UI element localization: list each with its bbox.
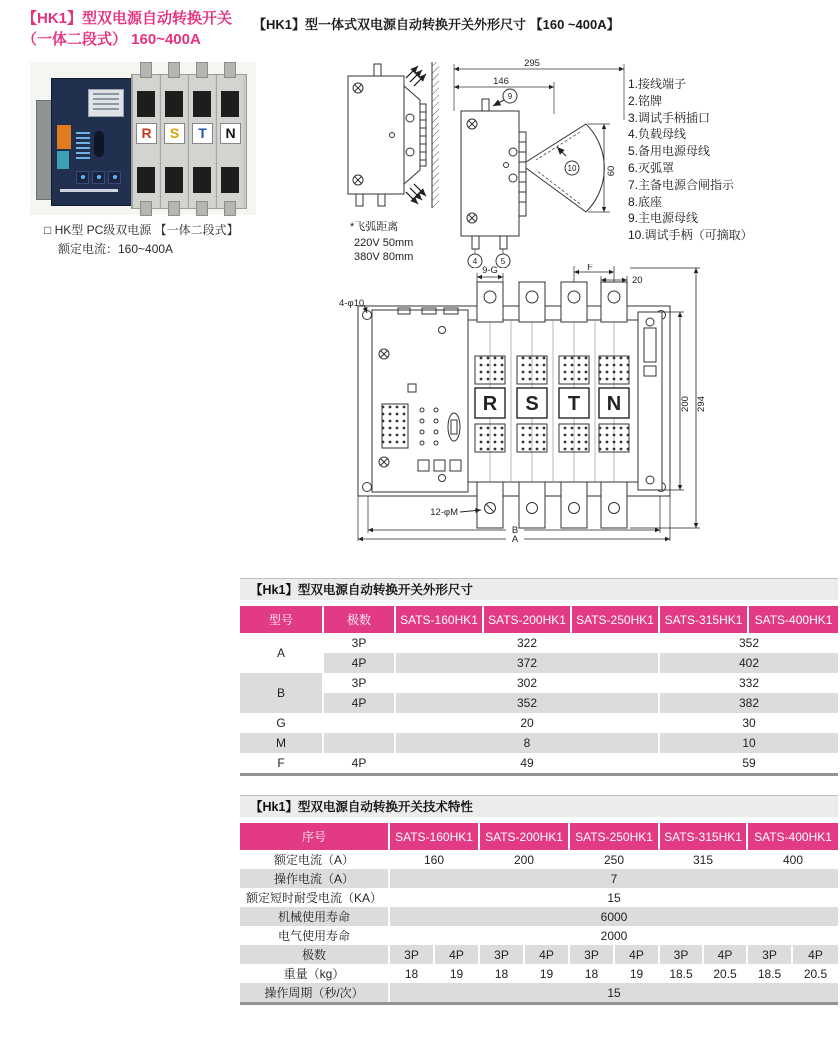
controller-button (76, 171, 89, 184)
pole-t (188, 75, 215, 208)
dim-label: A (240, 633, 324, 673)
controller-text-line (60, 189, 118, 192)
table-header-row (240, 823, 838, 850)
row-label: 操作周期（秒/次） (240, 983, 390, 1002)
pole-cell (324, 733, 396, 753)
value-cell: 4P (615, 945, 660, 964)
product-photo (30, 62, 256, 215)
specs-table-wrap (240, 823, 838, 1005)
dim-146: 146 (493, 76, 509, 87)
table-row (240, 907, 838, 926)
value-cell: 19 (615, 964, 660, 983)
controller-connector-2 (57, 151, 69, 169)
dim-label: M (240, 733, 324, 753)
controller-unit (51, 78, 137, 206)
arc-vent (193, 167, 211, 193)
arc-vent (165, 91, 183, 117)
value-cell: 20.5 (704, 964, 748, 983)
pole-cell: 4P (324, 753, 396, 773)
dimensions-table-wrap (240, 606, 838, 776)
switch-body (131, 74, 247, 209)
pole-r (132, 75, 159, 208)
table-row (240, 926, 838, 945)
value-cell: 19 (435, 964, 480, 983)
table-row (240, 850, 838, 869)
value-cell: 20.5 (803, 966, 828, 981)
table-row (240, 633, 838, 653)
arc-vent (193, 91, 211, 117)
callout-5: 5 (500, 257, 506, 266)
pole-cell: 3P (324, 673, 396, 693)
value-cell: 402 (660, 653, 838, 673)
row-label: 重量（kg） (240, 964, 390, 983)
value-cell: 382 (660, 693, 838, 713)
dimensions-table (240, 606, 838, 773)
value-cell: 302 (396, 673, 660, 693)
page-title-line1: 【HK1】型双电源自动转换开关 (22, 10, 233, 27)
row-label: 额定短时耐受电流（KA） (240, 888, 390, 907)
value-cell: 200 (480, 850, 570, 869)
table-row (240, 753, 838, 773)
value-cell: 4P (435, 945, 480, 964)
value-cell: 3P (660, 945, 704, 964)
side-view-drawings (336, 56, 636, 268)
col-header-sats160: SATS-160HK1 (390, 823, 480, 850)
col-header-sats160: SATS-160HK1 (396, 606, 484, 633)
row-label: 极数 (240, 945, 390, 964)
parts-item: 9.主电源母线 (628, 211, 699, 226)
value-cell: 30 (742, 716, 756, 730)
value-cell: 3P (570, 945, 615, 964)
parts-item: 5.备用电源母线 (628, 144, 711, 159)
table-row (240, 945, 838, 964)
terminal-lug (140, 62, 152, 78)
value-cell: 400 (782, 852, 804, 867)
value-cell: 372 (396, 653, 660, 673)
table-row (240, 653, 838, 673)
arc-distance-label: *飞弧距离 (350, 221, 399, 233)
table-row (240, 713, 838, 733)
pole-cell (324, 713, 396, 733)
value-cell: 8 (396, 733, 660, 753)
arc-vent (137, 91, 155, 117)
dim-295: 295 (524, 58, 540, 69)
wall-mounted-side-view (348, 62, 439, 208)
photo-caption-line1: □ HK型 PC级双电源 【一体二段式】 (44, 223, 239, 237)
photo-caption (44, 221, 239, 258)
value-cell: 18.5 (748, 964, 793, 983)
col-header-sats200: SATS-200HK1 (480, 823, 570, 850)
col-header-sats200: SATS-200HK1 (484, 606, 572, 633)
table-header-row (240, 606, 838, 633)
row-label: 机械使用寿命 (240, 907, 390, 926)
phase-label-t: T (192, 123, 213, 144)
parts-item: 1.接线端子 (628, 77, 687, 91)
dim-9g: 9-G (482, 265, 498, 276)
front-view-body (358, 282, 670, 528)
value-cell: 160 (390, 850, 480, 869)
col-header-model: 型号 (240, 606, 324, 633)
value-cell: 59 (742, 756, 756, 770)
table-row (240, 733, 838, 753)
table-row (240, 673, 838, 693)
col-header-sats250: SATS-250HK1 (570, 823, 660, 850)
controller-connector (57, 125, 71, 149)
col-header-sats250: SATS-250HK1 (572, 606, 660, 633)
handle-socket (94, 131, 104, 157)
terminal-lug (224, 201, 236, 216)
callout-10: 10 (567, 164, 577, 173)
value-cell: 49 (396, 753, 660, 773)
specs-table (240, 823, 838, 1002)
value-cell: 322 (396, 633, 660, 653)
terminal-lug (196, 62, 208, 78)
arc-vent (165, 167, 183, 193)
pole-cell: 4P (324, 693, 396, 713)
parts-item: 6.灭弧罩 (628, 160, 675, 175)
front-view-drawing (338, 264, 712, 546)
page-title-line2: （一体二段式） 160~400A (22, 31, 201, 48)
parts-item: 3.调试手柄插口 (628, 110, 711, 125)
value-cell: 15 (607, 890, 621, 905)
dim-b: B (511, 525, 519, 536)
controller-button (92, 171, 105, 184)
callout-9: 9 (507, 92, 513, 101)
value-cell: 3P (390, 945, 435, 964)
parts-item: 10.调试手柄（可摘取） (628, 228, 753, 243)
pole-cell: 4P (324, 653, 396, 673)
col-header-sats400: SATS-400HK1 (748, 823, 838, 850)
table-row (240, 964, 838, 983)
value-cell: 332 (738, 676, 760, 690)
phase-label-s: S (164, 123, 185, 144)
row-label: 电气使用寿命 (240, 926, 390, 945)
value-cell: 7 (390, 869, 838, 888)
col-header-poles: 极数 (324, 606, 396, 633)
value-cell: 10 (660, 733, 838, 753)
dim-f: F (587, 264, 593, 273)
arc-distance-note (350, 220, 413, 263)
value-cell: 15 (390, 983, 838, 1002)
table-row (240, 693, 838, 713)
dimensions-table-title: 【Hk1】型双电源自动转换开关外形尺寸 (240, 578, 838, 600)
dim-294: 294 (696, 396, 707, 412)
dim-12phiM: 12-φM (430, 507, 458, 518)
pole-cell: 3P (324, 633, 396, 653)
callout-4: 4 (472, 257, 478, 266)
col-header-sats315: SATS-315HK1 (660, 606, 749, 633)
table-row (240, 869, 838, 888)
pole-s (160, 75, 187, 208)
arc-vent (137, 167, 155, 193)
row-label: 额定电流（A） (240, 850, 390, 869)
value-cell: 18 (480, 964, 525, 983)
controller-led-column (76, 129, 90, 159)
value-cell: 6000 (390, 907, 838, 926)
value-cell: 250 (570, 850, 660, 869)
value-cell: 3P (480, 945, 525, 964)
value-cell: 19 (525, 964, 570, 983)
parts-item: 8.底座 (628, 194, 663, 209)
controller-nameplate (88, 89, 124, 117)
dim-label: G (240, 713, 324, 733)
phase-label-r: R (136, 123, 157, 144)
terminal-lug (168, 201, 180, 216)
dim-200: 200 (680, 396, 691, 412)
terminal-lug (224, 62, 236, 78)
pole-n (216, 75, 243, 208)
photo-caption-line2: 额定电流：160~400A (58, 241, 174, 256)
handle-side-view (454, 64, 624, 268)
parts-item: 4.负载母线 (628, 127, 687, 142)
value-cell: 4P (793, 945, 838, 964)
terminal-lug (196, 201, 208, 216)
phase-letter-t: T (567, 393, 581, 415)
value-cell: 18.5 (660, 964, 704, 983)
col-header-sats400: SATS-400HK1 (749, 606, 838, 633)
controller-button (108, 171, 121, 184)
dim-20: 20 (632, 275, 643, 286)
value-cell: 352 (738, 636, 760, 650)
arc-distance-220v: 220V 50mm (354, 237, 414, 249)
row-label: 操作电流（A） (240, 869, 390, 888)
value-cell: 4P (704, 945, 748, 964)
specs-table-title: 【Hk1】型双电源自动转换开关技术特性 (240, 795, 838, 817)
value-cell: 20 (396, 713, 660, 733)
parts-item: 2.铭牌 (628, 93, 663, 108)
arc-vent (221, 167, 239, 193)
value-cell: 18 (570, 964, 615, 983)
phase-label-n: N (220, 123, 241, 144)
value-cell: 315 (660, 850, 748, 869)
parts-item: 7.主备电源合闸指示 (628, 177, 735, 192)
page-title (22, 8, 257, 50)
value-cell: 18 (390, 964, 435, 983)
value-cell: 352 (396, 693, 660, 713)
terminal-lug (140, 201, 152, 216)
dim-a: A (511, 534, 519, 545)
section-subtitle: 【HK1】型一体式双电源自动转换开关外形尺寸 【160 ~400A】 (253, 17, 620, 32)
table-row (240, 983, 838, 1002)
arc-vent (221, 91, 239, 117)
phase-letter-r: R (482, 393, 498, 415)
value-cell: 2000 (600, 928, 628, 943)
phase-letter-n: N (606, 393, 622, 415)
arc-distance-380v: 380V 80mm (354, 251, 414, 263)
dim-label: B (240, 673, 324, 713)
phase-letter-s: S (525, 393, 539, 415)
dim-label: F (240, 753, 324, 773)
parts-list (628, 76, 753, 244)
col-header-sats315: SATS-315HK1 (660, 823, 748, 850)
value-cell: 3P (748, 945, 793, 964)
dim-60: 60 (606, 165, 617, 177)
value-cell: 4P (525, 945, 570, 964)
terminal-lug (168, 62, 180, 78)
dim-4phi10: 4-φ10 (339, 298, 365, 309)
table-row (240, 888, 838, 907)
col-header-index: 序号 (240, 823, 390, 850)
